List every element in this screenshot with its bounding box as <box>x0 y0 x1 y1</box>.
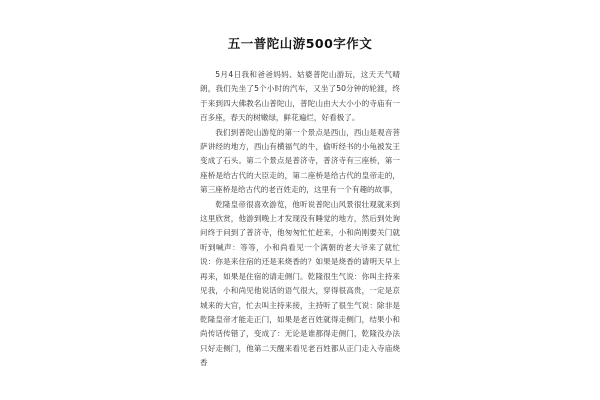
document-title: 五一普陀山游500字作文 <box>227 36 373 51</box>
paragraph-2: 我们到普陀山游览的第一个景点是西山，西山是观音菩萨讲经的地方，西山有横福气的牛，偷听经书的小龟被发王变成了石头。第二个景点是普济寺，普济寺有三座桥，第一座桥是给古代的大臣走的，第二座桥是给古代的皇帝走的，第三座桥是给古代的老百姓走的，这里有一个有趣的故事， <box>200 127 400 195</box>
paragraph-3: 乾隆皇帝很喜欢游览，他听说普陀山风景很壮观就来到这里欣赏，他游到晚上才发现没有睡觉的地方，然后到处询问终于问到了普济寺，他匆匆忙忙赶来，小和尚刚要关门就听到喊声：等等，小和尚看见一个满朝的老大爷来了就忙说：你是来住宿的还是来烧香的？如果是烧香的请明天早上再来，如果是住宿的请走侧门。乾隆很生气说：你叫主持来见我，小和尚见他说话的语气很大，穿得很高贵，一定是京城来的大官，忙去叫主持来接，主持听了很生气说：除非是乾隆皇帝才能走正门，如果是老百姓就得走侧门，结果小和尚传话传错了，变成了：无论是谁都得走侧门，乾隆没办法只好走侧门，他第二天醒来看见老百姓都从正门走入寺庙烧香 <box>200 199 400 368</box>
document-body <box>200 68 400 371</box>
paragraph-1: 5月4日我和爸爸妈妈、姑婆普陀山游玩，这天天气晴朗，我们先坐了5个小时的汽车，又坐了50分钟的轮渡，终于来到四大佛教名山普陀山，普陀山由大大小小的寺庙有一百多座，春天的树嫩绿，鲜花遍烂，好看极了。 <box>200 70 400 123</box>
